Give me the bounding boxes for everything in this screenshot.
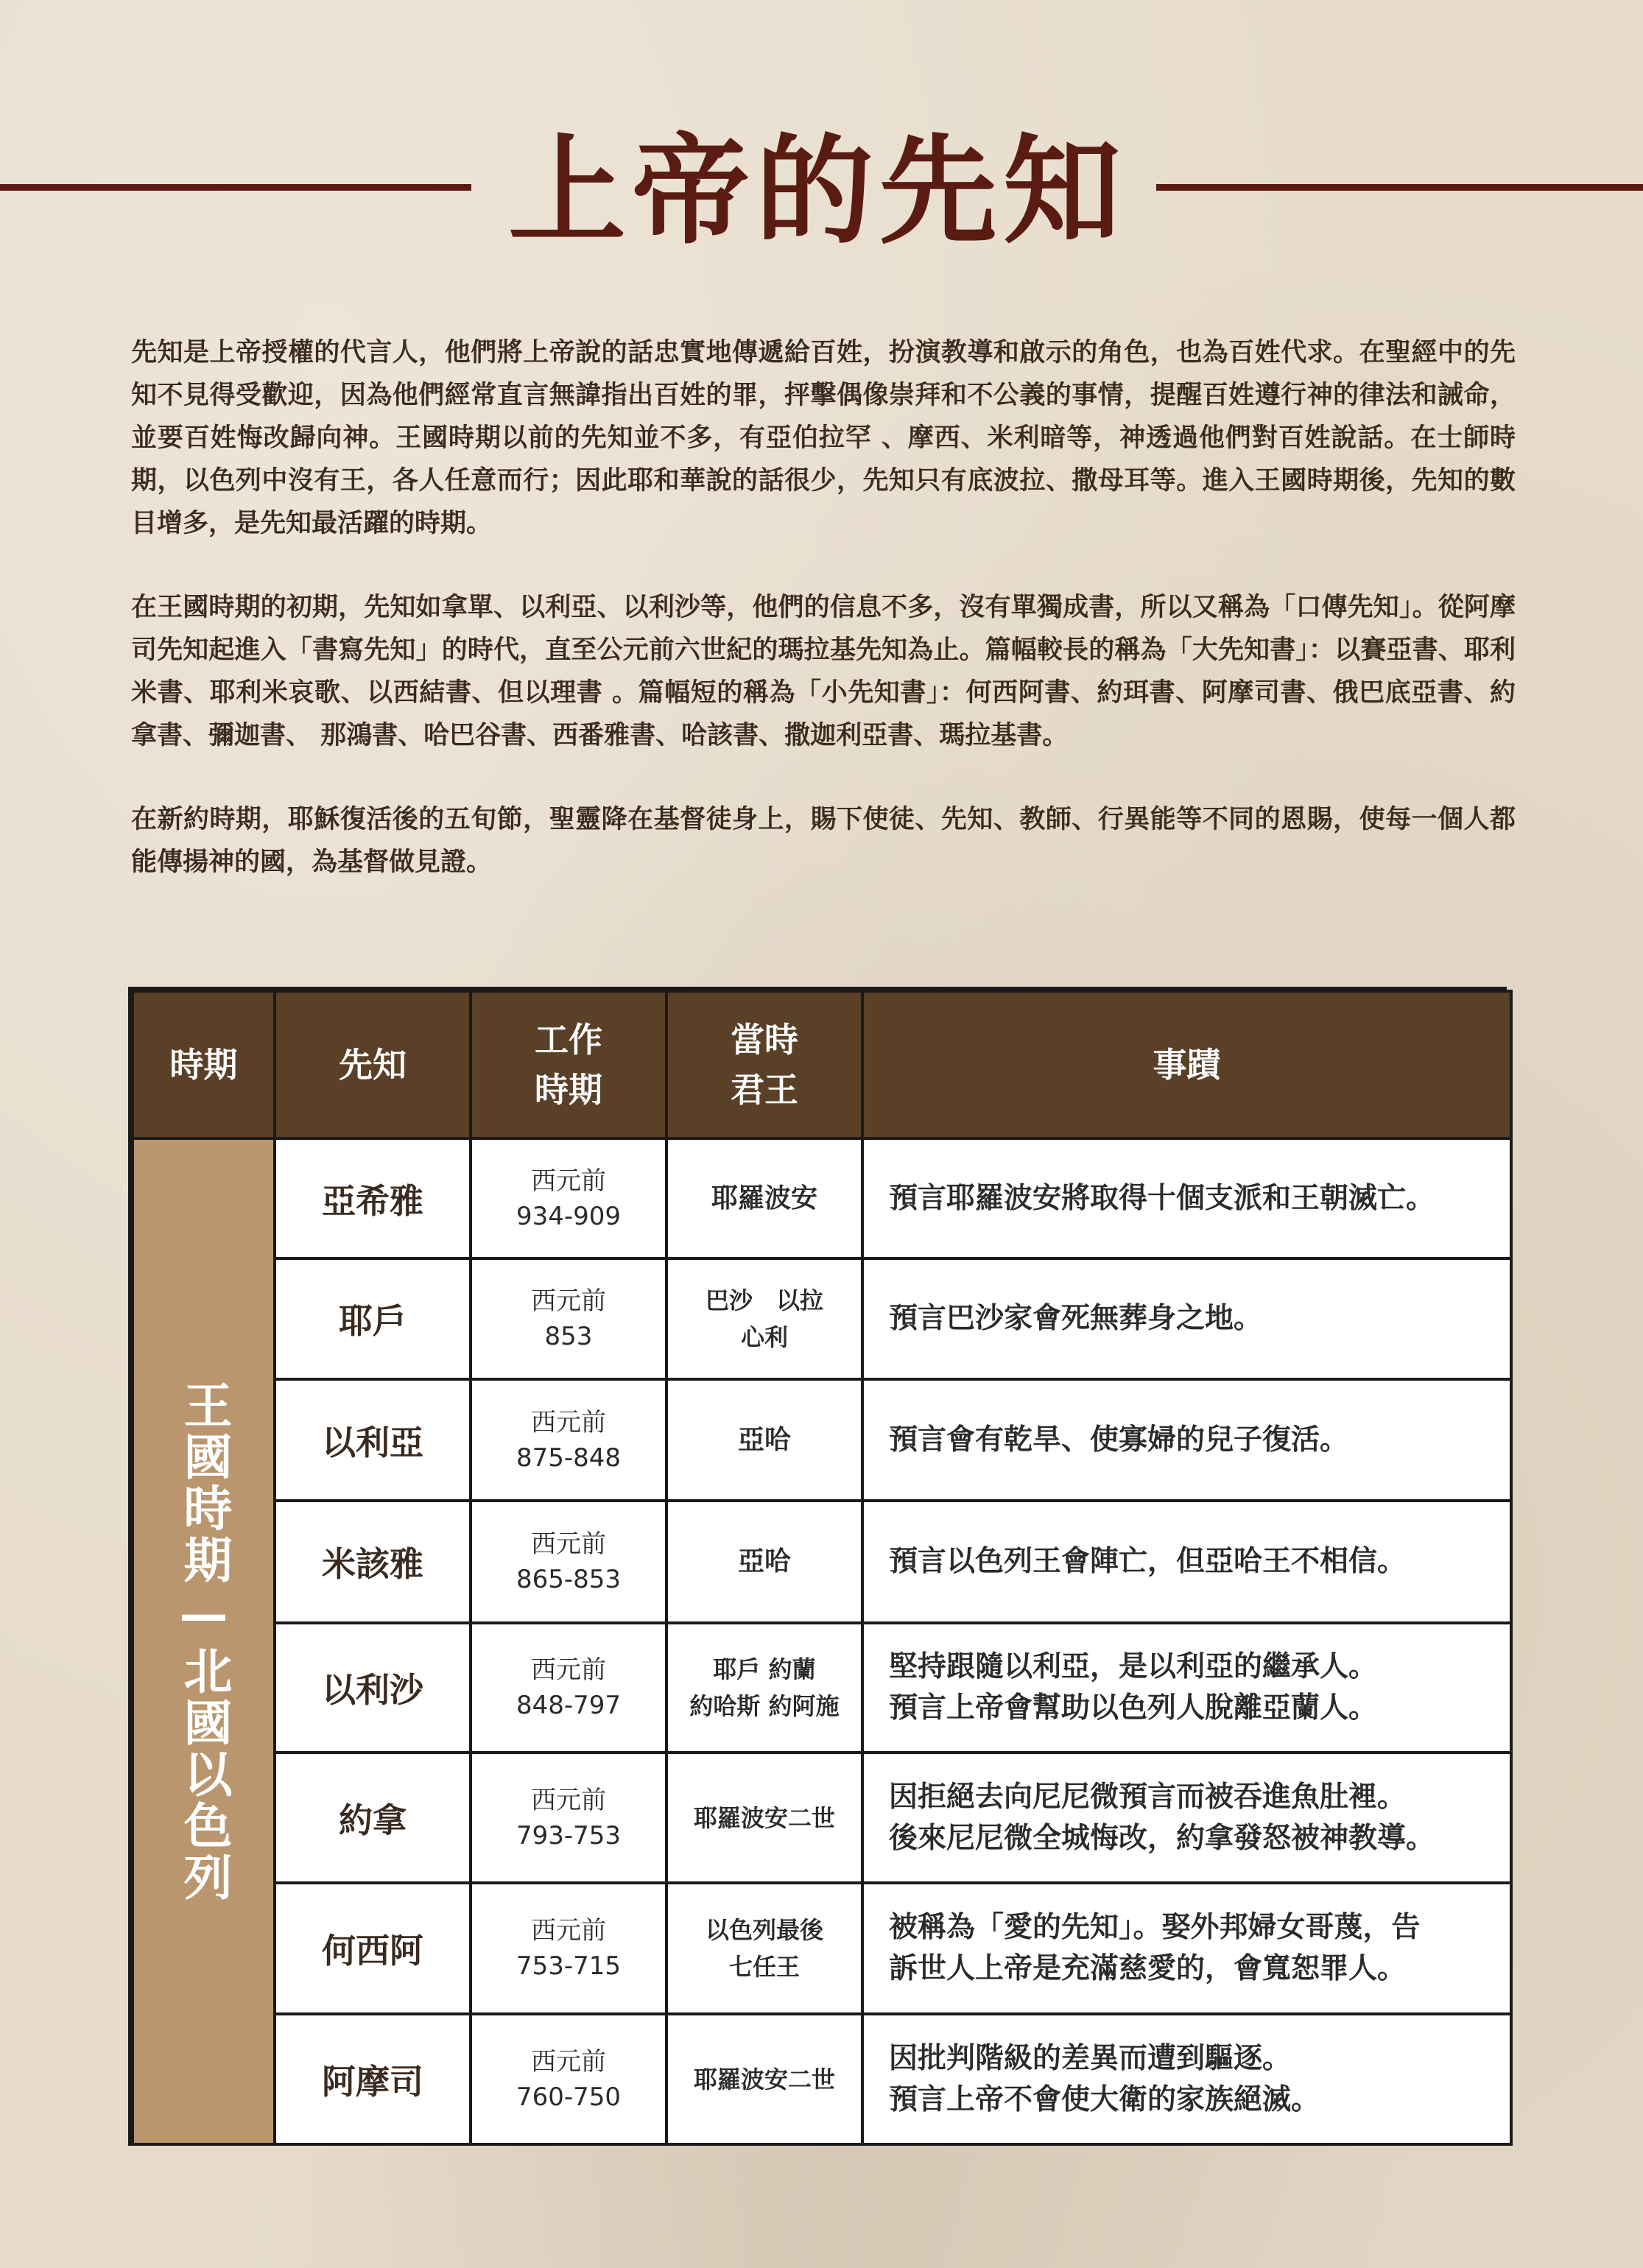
king-name: 耶羅波安	[666, 1138, 862, 1258]
intro-paragraph: 在王國時期的初期，先知如拿單、以利亞、以利沙等，他們的信息不多，沒有單獨成書，所以又稱為「口傳先知」。從阿摩司先知起進入「書寫先知」的時代，直至公元前六世紀的瑪拉基先知為止。篇幅較長的稱為「大先知書」：以賽亞書、耶利米書、耶利米哀歌、以西結書、但以理書 。篇幅短的稱為「小先知書」：何西阿書、約珥書、阿摩司書、俄巴底亞書、約拿書、彌迦書、 那鴻書、哈巴谷書、西番雅書、哈該書、撒迦利亞書、瑪拉基書。	[131, 593, 1516, 750]
work-period: 西元前 875-848	[471, 1379, 666, 1501]
header-deeds: 事蹟	[862, 991, 1511, 1138]
prophet-name: 米該雅	[275, 1501, 471, 1623]
deeds-text: 因批判階級的差異而遭到驅逐。 預言上帝不會使大衛的家族絕滅。	[862, 2014, 1511, 2144]
header-prophet: 先知	[275, 991, 471, 1138]
work-period: 西元前 760-750	[471, 2014, 666, 2144]
title-rule-left	[0, 184, 471, 191]
intro-paragraph: 在新約時期，耶穌復活後的五旬節，聖靈降在基督徒身上，賜下使徒、先知、教師、行異能等不同的恩賜，使每一個人都能傳揚神的國，為基督做見證。	[131, 805, 1516, 877]
period-label: 王國時期—北國以色列	[133, 1138, 275, 2144]
prophet-name: 以利亞	[275, 1379, 471, 1501]
prophet-name: 何西阿	[275, 1883, 471, 2014]
king-name: 耶羅波安二世	[666, 2014, 862, 2144]
page-title: 上帝的先知	[507, 122, 1127, 260]
deeds-text: 預言耶羅波安將取得十個支派和王朝滅亡。	[862, 1138, 1511, 1258]
intro-paragraph: 先知是上帝授權的代言人，他們將上帝說的話忠實地傳遞給百姓，扮演教導和啟示的角色，也為百姓代求。在聖經中的先知不見得受歡迎，因為他們經常直言無諱指出百姓的罪，抨擊偶像崇拜和不公義的事情，提醒百姓遵行神的律法和誡命，並要百姓悔改歸向神。王國時期以前的先知並不多，有亞伯拉罕 、摩西、米利暗等，神透過他們對百姓說話。在士師時期，以色列中沒有王，各人任意而行；因此耶和華說的話很少，先知只有底波拉、撒母耳等。進入王國時期後，先知的數目增多，是先知最活躍的時期。	[131, 338, 1516, 538]
king-name: 亞哈	[666, 1379, 862, 1501]
king-name: 以色列最後 七任王	[666, 1883, 862, 2014]
table-row	[133, 2014, 1511, 2144]
intro-text	[131, 331, 1516, 925]
deeds-text: 預言巴沙家會死無葬身之地。	[862, 1258, 1511, 1379]
deeds-text: 因拒絕去向尼尼微預言而被吞進魚肚裡。 後來尼尼微全城悔改，約拿發怒被神教導。	[862, 1753, 1511, 1883]
work-period: 西元前 793-753	[471, 1753, 666, 1883]
king-name: 耶戶 約蘭 約哈斯 約阿施	[666, 1623, 862, 1753]
table-row	[133, 1138, 1511, 1258]
work-period: 西元前 753-715	[471, 1883, 666, 2014]
king-name: 亞哈	[666, 1501, 862, 1623]
table-row	[133, 1379, 1511, 1501]
table-row	[133, 1501, 1511, 1623]
work-period: 西元前 853	[471, 1258, 666, 1379]
table-header-row	[133, 991, 1511, 1138]
table-row	[133, 1753, 1511, 1883]
header-work-period: 工作 時期	[471, 991, 666, 1138]
table-row	[133, 1623, 1511, 1753]
prophet-name: 約拿	[275, 1753, 471, 1883]
header-period: 時期	[133, 991, 275, 1138]
title-banner	[0, 118, 1643, 265]
prophet-name: 亞希雅	[275, 1138, 471, 1258]
title-rule-right	[1156, 184, 1643, 191]
king-name: 耶羅波安二世	[666, 1753, 862, 1883]
work-period: 西元前 934-909	[471, 1138, 666, 1258]
deeds-text: 預言以色列王會陣亡，但亞哈王不相信。	[862, 1501, 1511, 1623]
deeds-text: 被稱為「愛的先知」。娶外邦婦女哥蔑，告 訴世人上帝是充滿慈愛的，會寬恕罪人。	[862, 1883, 1511, 2014]
table-row	[133, 1258, 1511, 1379]
prophets-table	[128, 987, 1507, 2146]
work-period: 西元前 848-797	[471, 1623, 666, 1753]
prophet-name: 耶戶	[275, 1258, 471, 1379]
table-row	[133, 1883, 1511, 2014]
prophet-name: 以利沙	[275, 1623, 471, 1753]
header-king: 當時 君王	[666, 991, 862, 1138]
deeds-text: 堅持跟隨以利亞，是以利亞的繼承人。 預言上帝會幫助以色列人脫離亞蘭人。	[862, 1623, 1511, 1753]
prophet-name: 阿摩司	[275, 2014, 471, 2144]
work-period: 西元前 865-853	[471, 1501, 666, 1623]
king-name: 巴沙 以拉 心利	[666, 1258, 862, 1379]
deeds-text: 預言會有乾旱、使寡婦的兒子復活。	[862, 1379, 1511, 1501]
